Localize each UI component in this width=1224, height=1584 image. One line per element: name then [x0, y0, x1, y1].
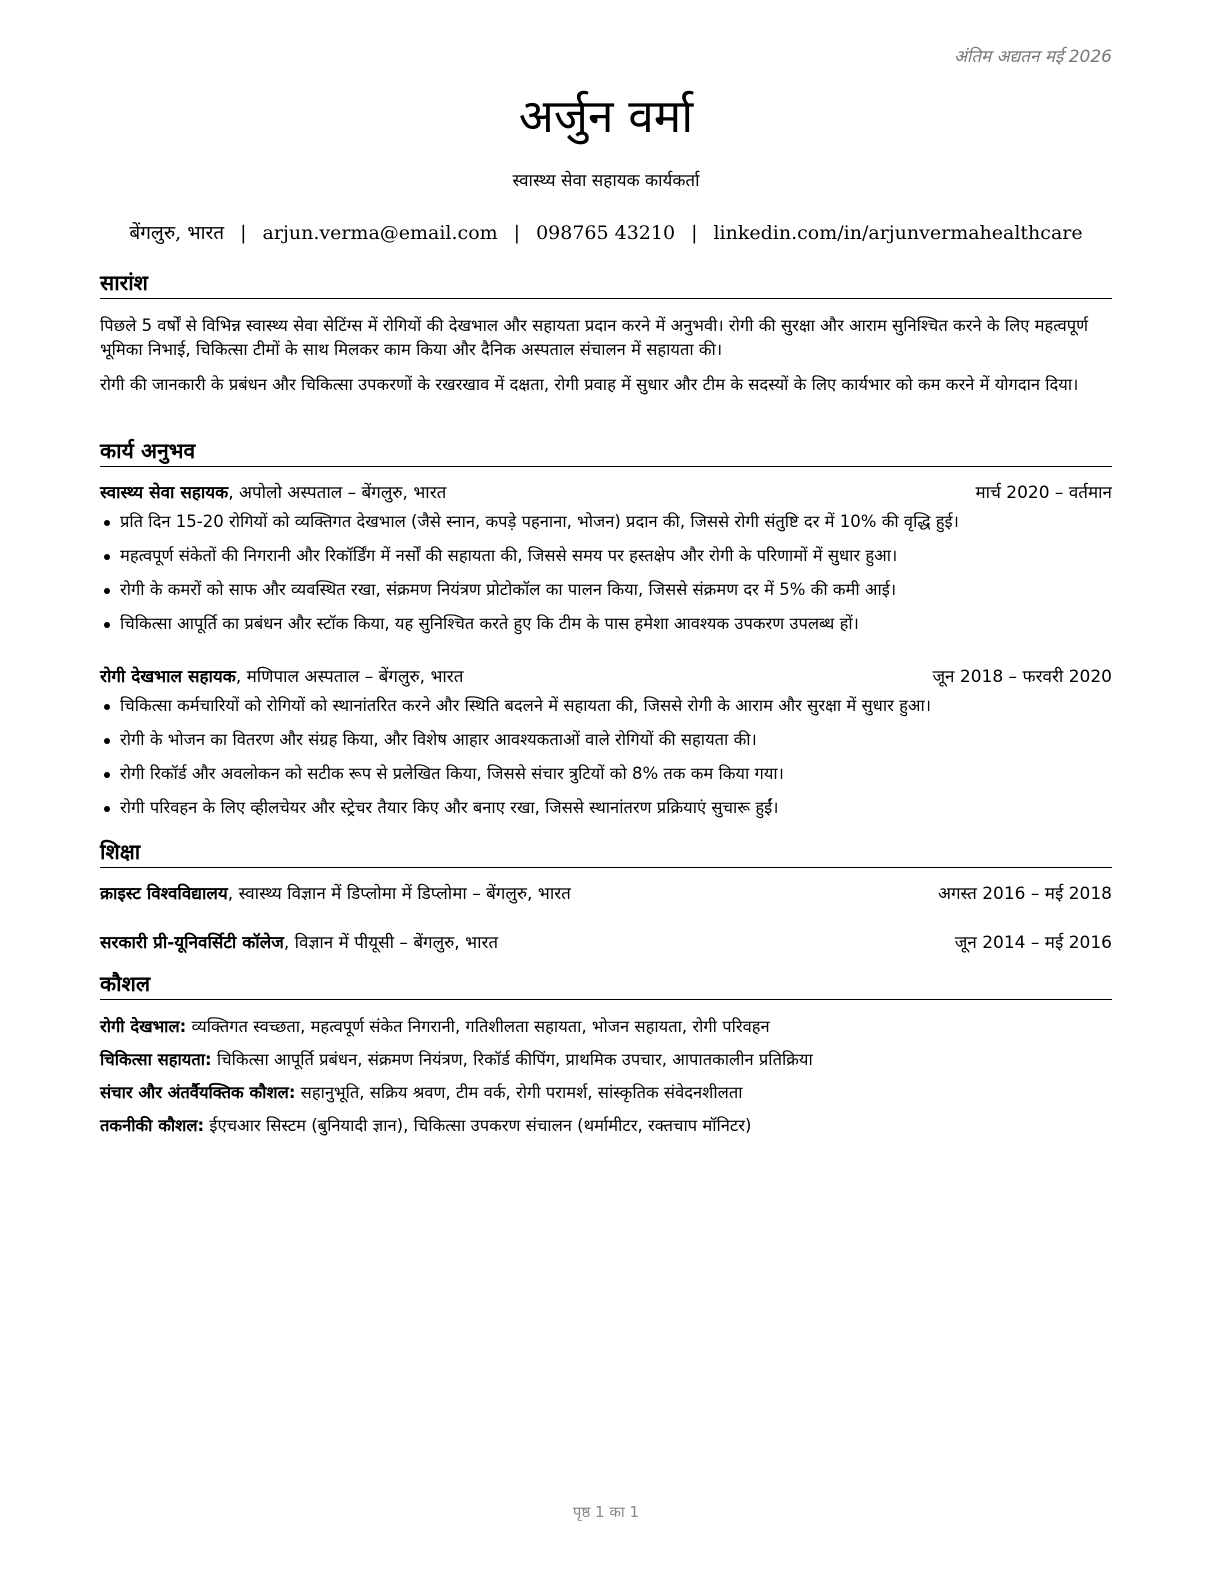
- job-org: , अपोलो अस्पताल – बेंगलुरु, भारत: [228, 483, 447, 503]
- bullet-item: रोगी परिवहन के लिए व्हीलचेयर और स्ट्रेचर तैयार किए और बनाए रखा, जिससे स्थानांतरण प्रक्रियाएं सुचारू हुईं।: [100, 791, 1112, 825]
- school-name: क्राइस्ट विश्वविद्यालय: [100, 884, 228, 904]
- school-detail: , स्वास्थ्य विज्ञान में डिप्लोमा में डिप्लोमा – बेंगलुरु, भारत: [227, 884, 571, 904]
- skill-value: सहानुभूति, सक्रिय श्रवण, टीम वर्क, रोगी परामर्श, सांस्कृतिक संवेदनशीलता: [295, 1083, 743, 1102]
- bullet-item: रोगी के भोजन का वितरण और संग्रह किया, और विशेष आहार आवश्यकताओं वाले रोगियों की सहायता की।: [100, 723, 1112, 757]
- page-number: पृष्ठ 1 का 1: [572, 1503, 640, 1521]
- candidate-name: अर्जुन वर्मा: [518, 89, 694, 143]
- resume-page: [100, 0, 1112, 1584]
- skill-label: तकनीकी कौशल:: [100, 1116, 205, 1135]
- skill-label: चिकित्सा सहायता:: [100, 1050, 212, 1069]
- education-dates: जून 2014 – मई 2016: [954, 933, 1112, 953]
- bullet-item: रोगी रिकॉर्ड और अवलोकन को सटीक रूप से प्रलेखित किया, जिससे संचार त्रुटियों को 8% तक कम किया गया।: [100, 757, 1112, 791]
- last-updated: अंतिम अद्यतन मई 2026: [953, 47, 1112, 67]
- bullet-item: चिकित्सा आपूर्ति का प्रबंधन और स्टॉक किया, यह सुनिश्चित करते हुए कि टीम के पास हमेशा आवश्यक उपकरण उपलब्ध हों।: [100, 607, 1112, 641]
- education-heading: शिक्षा: [100, 839, 1112, 868]
- bullet-item: प्रति दिन 15-20 रोगियों को व्यक्तिगत देखभाल (जैसे स्नान, कपड़े पहनाना, भोजन) प्रदान की, जिससे रोगी संतुष्टि दर में 10% की वृद्धि हुई।: [100, 505, 1112, 539]
- skill-value: व्यक्तिगत स्वच्छता, महत्वपूर्ण संकेत निगरानी, गतिशीलता सहायता, भोजन सहायता, रोगी परिवहन: [186, 1017, 770, 1036]
- bullet-item: रोगी के कमरों को साफ और व्यवस्थित रखा, संक्रमण नियंत्रण प्रोटोकॉल का पालन किया, जिससे संक्रमण दर में 5% की कमी आई।: [100, 573, 1112, 607]
- skill-line: [100, 1043, 1112, 1076]
- education-dates: अगस्त 2016 – मई 2018: [937, 884, 1112, 904]
- skills-heading: कौशल: [100, 971, 1112, 1000]
- education-item: [100, 930, 1112, 956]
- job-bullets: [100, 689, 1112, 825]
- skill-value: चिकित्सा आपूर्ति प्रबंधन, संक्रमण नियंत्रण, रिकॉर्ड कीपिंग, प्राथमिक उपचार, आपातकालीन प्रतिक्रिया: [211, 1050, 813, 1069]
- job-dates: जून 2018 – फरवरी 2020: [932, 667, 1112, 687]
- contact-linkedin[interactable]: linkedin.com/in/arjunvermahealthcare: [713, 222, 1083, 244]
- job-header: [100, 480, 1112, 506]
- contact-phone[interactable]: 098765 43210: [536, 222, 676, 244]
- job-role: स्वास्थ्य सेवा सहायक: [100, 483, 229, 503]
- job-org: , मणिपाल अस्पताल – बेंगलुरु, भारत: [235, 667, 464, 687]
- contact-location: बेंगलुरु, भारत: [129, 222, 225, 244]
- job-header: [100, 664, 1112, 690]
- skill-line: [100, 1010, 1112, 1043]
- skill-label: संचार और अंतर्वैयक्तिक कौशल:: [100, 1083, 296, 1102]
- summary-paragraph: पिछले 5 वर्षों से विभिन्न स्वास्थ्य सेवा सेटिंग्स में रोगियों की देखभाल और सहायता प्रदान करने में अनुभवी। रोगी की सुरक्षा और आराम सुनिश्चित करने के लिए महत्वपूर्ण भूमिका निभाई, चिकित्सा टीमों के साथ मिलकर काम किया और दैनिक अस्पताल संचालन में सहायता की।: [100, 316, 1089, 359]
- skill-line: [100, 1076, 1112, 1109]
- job-dates: मार्च 2020 – वर्तमान: [975, 483, 1112, 503]
- job-title: स्वास्थ्य सेवा सहायक कार्यकर्ता: [512, 171, 700, 191]
- skill-value: ईएचआर सिस्टम (बुनियादी ज्ञान), चिकित्सा उपकरण संचालन (थर्मामीटर, रक्तचाप मॉनिटर): [204, 1116, 752, 1135]
- contact-separator: |: [240, 222, 247, 244]
- contact-separator: |: [691, 222, 698, 244]
- bullet-item: चिकित्सा कर्मचारियों को रोगियों को स्थानांतरित करने और स्थिति बदलने में सहायता की, जिससे रोगी के आराम और सुरक्षा में सुधार हुआ।: [100, 689, 1112, 723]
- experience-heading: कार्य अनुभव: [100, 438, 1112, 467]
- school-name: सरकारी प्री-यूनिवर्सिटी कॉलेज: [100, 933, 284, 953]
- contact-line: [100, 219, 1112, 245]
- school-detail: , विज्ञान में पीयूसी – बेंगलुरु, भारत: [283, 933, 499, 953]
- contact-email[interactable]: arjun.verma@email.com: [262, 222, 498, 244]
- bullet-item: महत्वपूर्ण संकेतों की निगरानी और रिकॉर्डिंग में नर्सों की सहायता की, जिससे समय पर हस्तक्षेप और रोगी के परिणामों में सुधार हुआ।: [100, 539, 1112, 573]
- skill-line: [100, 1109, 1112, 1142]
- job-role: रोगी देखभाल सहायक: [100, 667, 236, 687]
- skill-label: रोगी देखभाल:: [100, 1017, 187, 1036]
- summary-paragraph: रोगी की जानकारी के प्रबंधन और चिकित्सा उपकरणों के रखरखाव में दक्षता, रोगी प्रवाह में सुधार और टीम के सदस्यों के लिए कार्यभार को कम करने में योगदान दिया।: [100, 375, 1079, 394]
- education-item: [100, 881, 1112, 907]
- summary-heading: सारांश: [100, 270, 1112, 299]
- contact-separator: |: [513, 222, 521, 244]
- job-bullets: [100, 505, 1112, 641]
